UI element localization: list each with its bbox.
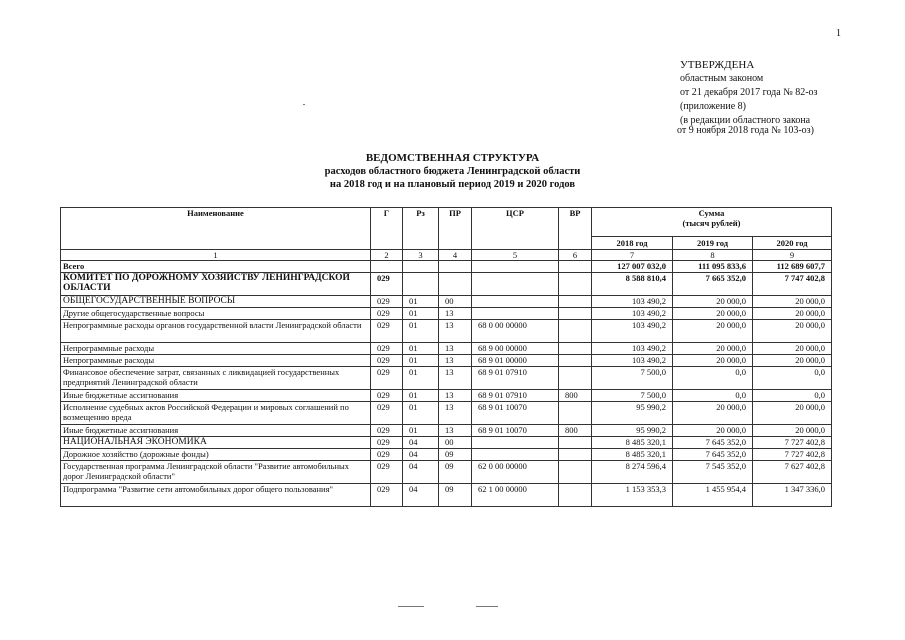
cell-pr: 00 (439, 296, 472, 308)
cell-pr: 13 (439, 390, 472, 402)
scan-mark (398, 606, 424, 607)
cell-sum-2020: 20 000,0 (753, 425, 832, 437)
cell-csr: 62 0 00 00000 (472, 461, 559, 484)
header-csr: ЦСР (472, 208, 559, 250)
cell-sum-2018: 8 274 596,4 (592, 461, 673, 484)
cell-vr (559, 367, 592, 390)
cell-sum-2020: 20 000,0 (753, 343, 832, 355)
approval-stamp (677, 58, 900, 138)
cell-vr (559, 449, 592, 461)
cell-csr: 68 9 01 00000 (472, 355, 559, 367)
cell-sum-2019: 20 000,0 (673, 402, 753, 425)
table-row (61, 367, 832, 390)
cell-g (371, 261, 403, 273)
cell-sum-2019: 0,0 (673, 367, 753, 390)
table-row (61, 320, 832, 343)
cell-g: 029 (371, 343, 403, 355)
cell-sum-2018: 8 485 320,1 (592, 449, 673, 461)
header-sum-unit: (тысяч рублей) (682, 218, 741, 228)
column-number: 9 (753, 250, 832, 261)
cell-sum-2020: 20 000,0 (753, 308, 832, 320)
cell-sum-2019: 1 455 954,4 (673, 484, 753, 507)
cell-sum-2020: 1 347 336,0 (753, 484, 832, 507)
cell-sum-2020: 7 727 402,8 (753, 437, 832, 449)
cell-sum-2019: 20 000,0 (673, 355, 753, 367)
cell-rz (403, 261, 439, 273)
column-number: 1 (61, 250, 371, 261)
cell-sum-2018: 95 990,2 (592, 402, 673, 425)
header-row (61, 208, 832, 237)
cell-csr (472, 437, 559, 449)
cell-vr (559, 355, 592, 367)
cell-name: ОБЩЕГОСУДАРСТВЕННЫЕ ВОПРОСЫ (61, 296, 371, 308)
cell-rz (403, 273, 439, 296)
table-row (61, 437, 832, 449)
cell-name: Финансовое обеспечение затрат, связанных с ликвидацией государственных предприятий Ленинградской области (61, 367, 371, 390)
header-name: Наименование (61, 208, 371, 250)
cell-g: 029 (371, 402, 403, 425)
table-row (61, 425, 832, 437)
cell-name: Непрограммные расходы органов государственной власти Ленинградской области (61, 320, 371, 343)
cell-sum-2019: 7 545 352,0 (673, 461, 753, 484)
column-number: 3 (403, 250, 439, 261)
cell-csr: 68 9 01 10070 (472, 425, 559, 437)
cell-sum-2020: 112 689 607,7 (753, 261, 832, 273)
cell-rz: 01 (403, 402, 439, 425)
header-year-2018: 2018 год (592, 237, 673, 250)
table-row (61, 261, 832, 273)
cell-g: 029 (371, 296, 403, 308)
cell-vr: 800 (559, 425, 592, 437)
table-row (61, 402, 832, 425)
cell-pr: 13 (439, 367, 472, 390)
approval-line-6: от 9 ноября 2018 года № 103-оз) (677, 125, 814, 136)
cell-vr (559, 484, 592, 507)
cell-name: Всего (61, 261, 371, 273)
table-row (61, 343, 832, 355)
header-vr: ВР (559, 208, 592, 250)
cell-sum-2018: 103 490,2 (592, 320, 673, 343)
cell-csr (472, 449, 559, 461)
cell-vr (559, 343, 592, 355)
column-number: 7 (592, 250, 673, 261)
cell-g: 029 (371, 355, 403, 367)
cell-vr (559, 308, 592, 320)
cell-csr: 68 9 01 10070 (472, 402, 559, 425)
cell-vr (559, 402, 592, 425)
cell-rz: 01 (403, 320, 439, 343)
cell-pr: 09 (439, 449, 472, 461)
header-pr: ПР (439, 208, 472, 250)
cell-csr (472, 261, 559, 273)
scan-mark (303, 104, 305, 105)
cell-name: Дорожное хозяйство (дорожные фонды) (61, 449, 371, 461)
cell-vr (559, 320, 592, 343)
cell-g: 029 (371, 320, 403, 343)
cell-csr: 68 9 01 07910 (472, 367, 559, 390)
cell-name: Иные бюджетные ассигнования (61, 425, 371, 437)
cell-name: Исполнение судебных актов Российской Федерации и мировых соглашений по возмещению вреда (61, 402, 371, 425)
cell-csr: 62 1 00 00000 (472, 484, 559, 507)
approval-line-5: (в редакции областного закона (680, 115, 811, 126)
cell-rz: 04 (403, 461, 439, 484)
title-line-2: расходов областного бюджета Ленинградской области (324, 166, 581, 177)
cell-name: НАЦИОНАЛЬНАЯ ЭКОНОМИКА (61, 437, 371, 449)
cell-sum-2020: 20 000,0 (753, 296, 832, 308)
cell-rz: 01 (403, 355, 439, 367)
cell-rz: 01 (403, 296, 439, 308)
approval-line-1: УТВЕРЖДЕНА (680, 59, 755, 71)
cell-g: 029 (371, 425, 403, 437)
cell-sum-2019: 7 665 352,0 (673, 273, 753, 296)
cell-sum-2020: 0,0 (753, 367, 832, 390)
cell-name: Государственная программа Ленинградской области "Развитие автомобильных дорог Ленинградской области" (61, 461, 371, 484)
cell-name: КОМИТЕТ ПО ДОРОЖНОМУ ХОЗЯЙСТВУ ЛЕНИНГРАДСКОЙ ОБЛАСТИ (61, 273, 371, 296)
column-number: 4 (439, 250, 472, 261)
cell-vr (559, 461, 592, 484)
column-number-row (61, 250, 832, 261)
cell-vr (559, 273, 592, 296)
cell-pr (439, 273, 472, 296)
cell-sum-2020: 7 627 402,8 (753, 461, 832, 484)
cell-pr: 13 (439, 343, 472, 355)
cell-pr: 13 (439, 320, 472, 343)
cell-vr (559, 296, 592, 308)
cell-csr (472, 273, 559, 296)
cell-sum-2018: 95 990,2 (592, 425, 673, 437)
cell-name: Непрограммные расходы (61, 343, 371, 355)
cell-vr (559, 437, 592, 449)
column-number: 5 (472, 250, 559, 261)
expenditure-table (60, 207, 832, 507)
header-year-2019: 2019 год (673, 237, 753, 250)
cell-sum-2018: 103 490,2 (592, 355, 673, 367)
cell-sum-2020: 0,0 (753, 390, 832, 402)
table-row (61, 449, 832, 461)
cell-rz: 01 (403, 390, 439, 402)
cell-pr (439, 261, 472, 273)
cell-g: 029 (371, 308, 403, 320)
cell-pr: 13 (439, 355, 472, 367)
approval-line-3: от 21 декабря 2017 года № 82-оз (680, 87, 818, 98)
title-line-3: на 2018 год и на плановый период 2019 и 2020 годов (329, 179, 576, 190)
table-row (61, 461, 832, 484)
cell-csr (472, 296, 559, 308)
cell-g: 029 (371, 437, 403, 449)
cell-sum-2019: 20 000,0 (673, 320, 753, 343)
cell-sum-2018: 8 485 320,1 (592, 437, 673, 449)
cell-sum-2020: 7 727 402,8 (753, 449, 832, 461)
cell-sum-2018: 103 490,2 (592, 343, 673, 355)
table-row (61, 390, 832, 402)
cell-vr (559, 261, 592, 273)
cell-sum-2018: 7 500,0 (592, 367, 673, 390)
document-title (250, 152, 655, 191)
cell-rz: 04 (403, 437, 439, 449)
column-number: 2 (371, 250, 403, 261)
scan-mark (476, 606, 498, 607)
cell-g: 029 (371, 367, 403, 390)
cell-csr (472, 308, 559, 320)
cell-csr: 68 9 00 00000 (472, 343, 559, 355)
cell-sum-2018: 8 588 810,4 (592, 273, 673, 296)
cell-g: 029 (371, 484, 403, 507)
cell-sum-2020: 7 747 402,8 (753, 273, 832, 296)
cell-rz: 01 (403, 308, 439, 320)
cell-sum-2020: 20 000,0 (753, 402, 832, 425)
cell-g: 029 (371, 449, 403, 461)
table-row (61, 308, 832, 320)
cell-name: Непрограммные расходы (61, 355, 371, 367)
cell-sum-2018: 103 490,2 (592, 308, 673, 320)
cell-pr: 13 (439, 402, 472, 425)
header-year-2020: 2020 год (753, 237, 832, 250)
cell-sum-2019: 0,0 (673, 390, 753, 402)
column-number: 6 (559, 250, 592, 261)
cell-pr: 13 (439, 308, 472, 320)
cell-sum-2018: 103 490,2 (592, 296, 673, 308)
header-g: Г (371, 208, 403, 250)
cell-rz: 01 (403, 343, 439, 355)
cell-sum-2020: 20 000,0 (753, 355, 832, 367)
cell-sum-2019: 7 645 352,0 (673, 449, 753, 461)
cell-sum-2018: 7 500,0 (592, 390, 673, 402)
header-rz: Рз (403, 208, 439, 250)
cell-sum-2019: 7 645 352,0 (673, 437, 753, 449)
cell-csr: 68 0 00 00000 (472, 320, 559, 343)
approval-line-4: (приложение 8) (680, 101, 746, 112)
table-row (61, 484, 832, 507)
page-number: 1 (836, 28, 841, 39)
cell-sum-2019: 20 000,0 (673, 308, 753, 320)
cell-vr: 800 (559, 390, 592, 402)
cell-csr: 68 9 01 07910 (472, 390, 559, 402)
header-sum-label: Сумма (698, 208, 725, 218)
table-row (61, 296, 832, 308)
cell-sum-2018: 1 153 353,3 (592, 484, 673, 507)
cell-name: Иные бюджетные ассигнования (61, 390, 371, 402)
cell-pr: 13 (439, 425, 472, 437)
cell-g: 029 (371, 390, 403, 402)
cell-sum-2020: 20 000,0 (753, 320, 832, 343)
cell-name: Другие общегосударственные вопросы (61, 308, 371, 320)
cell-pr: 09 (439, 484, 472, 507)
cell-pr: 09 (439, 461, 472, 484)
cell-g: 029 (371, 461, 403, 484)
cell-rz: 01 (403, 367, 439, 390)
cell-rz: 01 (403, 425, 439, 437)
cell-pr: 00 (439, 437, 472, 449)
cell-g: 029 (371, 273, 403, 296)
cell-rz: 04 (403, 484, 439, 507)
approval-line-2: областным законом (680, 73, 764, 84)
cell-rz: 04 (403, 449, 439, 461)
header-sum (592, 208, 832, 237)
cell-name: Подпрограмма "Развитие сети автомобильных дорог общего пользования" (61, 484, 371, 507)
cell-sum-2018: 127 007 032,0 (592, 261, 673, 273)
column-number: 8 (673, 250, 753, 261)
table-row (61, 355, 832, 367)
cell-sum-2019: 20 000,0 (673, 343, 753, 355)
title-line-1: ВЕДОМСТВЕННАЯ СТРУКТУРА (365, 152, 540, 164)
cell-sum-2019: 20 000,0 (673, 425, 753, 437)
cell-sum-2019: 111 095 833,6 (673, 261, 753, 273)
cell-sum-2019: 20 000,0 (673, 296, 753, 308)
table-row (61, 273, 832, 296)
